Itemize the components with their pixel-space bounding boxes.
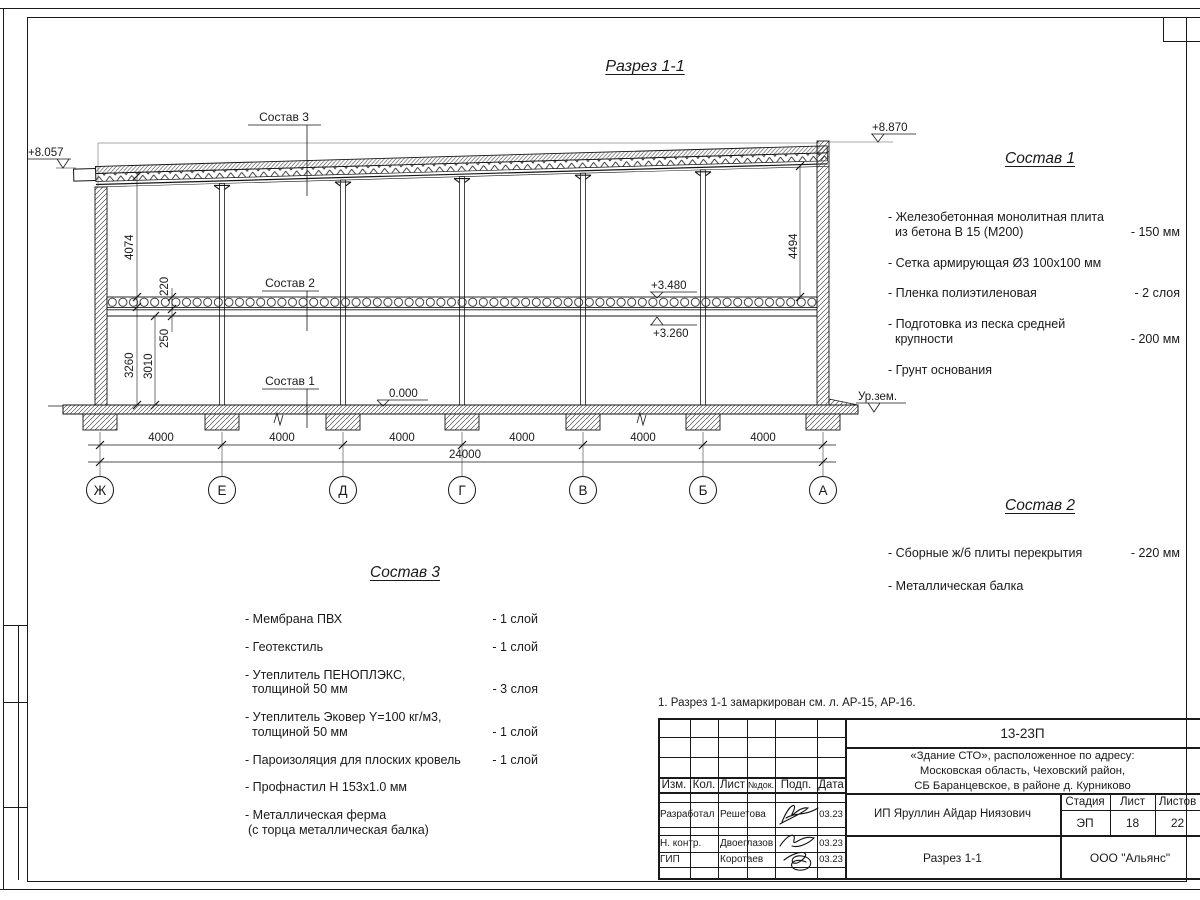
tb-sheets-label: Листов [1158,795,1197,808]
axis-label: Е [217,483,227,498]
bay-dim: 4000 [750,432,776,444]
list-item: - Подготовка из песка средней крупности - 200 мм [888,317,1180,346]
axis-label: А [818,483,828,498]
sostav3-list [245,612,538,854]
tb-sheet-label: Лист [1120,795,1145,808]
sostav1-list [888,210,1180,393]
dim-floor-left: 3260 [124,352,136,378]
bay-dim: 4000 [389,432,415,444]
sostav2-list [888,546,1180,610]
page-title: Разрез 1-1 [605,58,685,75]
frame-outer-bottom [0,889,1200,890]
tb-date: 03.23 [819,838,843,849]
margin-strip-divider [3,702,27,703]
leader-sostav3: Состав 3 [259,110,309,124]
axis-label: Г [458,483,466,498]
tb-role: Н. контр. [660,838,702,849]
tb-client: ИП Яруллин Айдар Ниязович [874,808,1031,820]
tb-name: Решетова [720,808,766,820]
title-block [658,718,1200,880]
frame-corner-box [1163,17,1200,42]
list-item: - Геотекстиль - 1 слой [245,639,538,654]
dim-roof-right: 4494 [788,233,800,259]
floor-slab [107,297,817,307]
axis-label: Б [698,483,708,498]
tb-col-list: Лист [720,778,745,791]
tb-col-podp: Подп. [780,778,812,791]
list-item: - Металлическая ферма (с торца металлическая балка) [245,808,429,837]
sheet-note: 1. Разрез 1-1 замаркирован см. л. АР-15, АР-16. [658,697,916,709]
foundation-pads [83,414,840,430]
margin-strip-divider [3,807,27,808]
dim-slab: 220 [159,276,171,296]
sostav3-title: Состав 3 [370,564,440,581]
signatures [772,798,832,878]
ground-floor [63,405,858,414]
elevation-ground: Ур.зем. [858,391,898,403]
list-item: - Грунт основания [888,362,993,377]
elevation-beam-top: +3.260 [653,328,689,340]
list-item: - Пароизоляция для плоских кровель - 1 слой [245,752,538,767]
bay-dim: 4000 [269,432,295,444]
list-item: - Сетка армирующая Ø3 100х100 мм [888,255,1102,270]
elevation-slab-top: +3.480 [651,280,687,292]
tb-date: 03.23 [819,808,843,820]
list-item: - Утеплитель Эковер Y=100 кг/м3, толщиной 50 мм - 1 слой [245,710,538,739]
list-item: - Сборные ж/б плиты перекрытия - 220 мм [888,546,1180,560]
tb-role: ГИП [660,854,680,865]
axis-label: В [578,483,588,498]
right-wall [817,141,829,405]
tb-col-izm: Изм. [661,778,687,791]
elevation-right-top: +8.870 [872,122,908,134]
dim-floor-clear: 3010 [143,353,155,379]
axis-label: Д [338,483,348,498]
tb-col-dok: №док. [747,779,775,790]
section-drawing [0,95,920,520]
tb-company: ООО "Альянс" [1089,850,1171,865]
dim-beam: 250 [159,328,171,348]
bay-dim: 4000 [630,432,656,444]
list-item: - Железобетонная монолитная плита из бетона В 15 (М200) - 150 мм [888,210,1180,239]
sostav1-title: Состав 1 [1005,150,1075,167]
sostav2-title: Состав 2 [1005,497,1075,514]
total-dim: 24000 [449,449,481,461]
left-wall [95,187,107,405]
tb-col-data: Дата [818,778,844,791]
right-ground-wedge [829,399,858,405]
tb-doc-number: 13-23П [1000,726,1045,741]
axis-label: Ж [93,483,107,498]
list-item: - Утеплитель ПЕНОПЛЭКС, толщиной 50 мм - 3 слоя [245,667,538,697]
leader-sostav1: Состав 1 [265,374,315,388]
tb-role: Разработал [660,808,715,820]
tb-stage-value: ЭП [1076,815,1094,830]
bay-dim: 4000 [509,432,535,444]
dim-roof-left: 4074 [124,234,136,260]
tb-object: «Здание СТО», расположенное по адресу: Московская область, Чеховский район, СБ Баранцевское, в районе д. Курниково [910,750,1135,792]
elevation-zero: 0.000 [389,388,418,400]
tb-sheet-value: 18 [1125,815,1140,830]
axis-bubbles [87,477,837,504]
list-item: - Металлическая балка [888,578,1024,593]
bay-dim: 4000 [148,432,174,444]
tb-name: Коротаев [720,854,764,865]
tb-drawing-name: Разрез 1-1 [923,850,982,865]
tb-name: Двоеглазов [720,838,774,849]
list-item: - Мембрана ПВХ - 1 слой [245,612,538,626]
left-ground-step [48,406,63,414]
margin-strip-divider [3,625,27,626]
margin-strip-line [18,625,19,880]
tb-sheets-value: 22 [1170,815,1185,830]
leader-labels [248,110,321,428]
tb-col-kol: Кол. [692,778,716,791]
tb-date: 03.23 [819,854,843,865]
elevation-left-top: +8.057 [28,147,64,159]
roof-assembly [73,146,827,188]
leader-sostav2: Состав 2 [265,276,315,290]
list-item: - Профнастил Н 153х1.0 мм [245,780,408,795]
tb-stage-label: Стадия [1065,795,1105,808]
frame-outer-top [0,8,1200,9]
list-item: - Пленка полиэтиленовая - 2 слоя [888,286,1180,301]
